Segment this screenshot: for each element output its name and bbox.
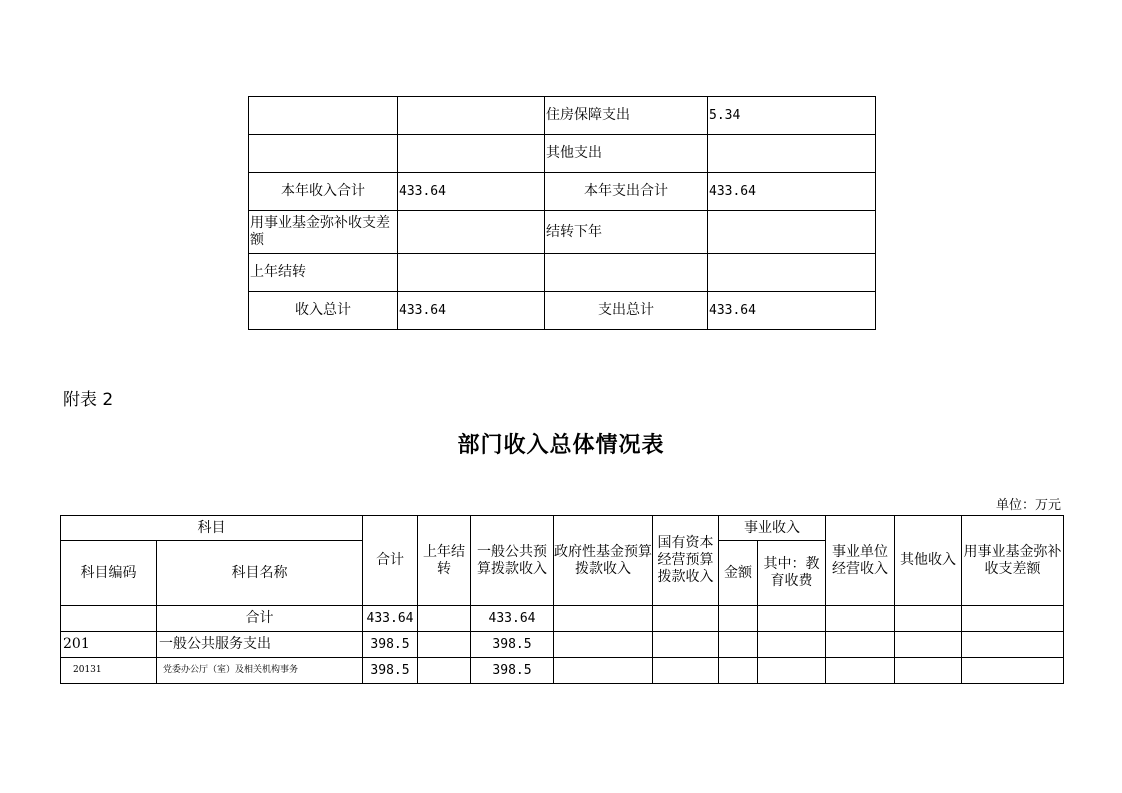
table-cell bbox=[826, 632, 895, 658]
summary-table-continued bbox=[248, 96, 876, 330]
table-row bbox=[249, 254, 876, 292]
header-state-capital: 国有资本经营预算拨款收入 bbox=[653, 516, 719, 606]
table-cell: 结转下年 bbox=[545, 211, 708, 254]
table-cell: 用事业基金弥补收支差额 bbox=[249, 211, 398, 254]
table-cell: 433.64 bbox=[708, 292, 876, 330]
table-cell bbox=[418, 632, 471, 658]
table-cell bbox=[895, 658, 962, 684]
table-cell bbox=[653, 606, 719, 632]
table-cell bbox=[653, 658, 719, 684]
table-row bbox=[61, 632, 1064, 658]
table-cell: 合计 bbox=[157, 606, 363, 632]
table-cell: 本年收入合计 bbox=[249, 173, 398, 211]
income-table bbox=[60, 515, 1064, 684]
table-row bbox=[61, 658, 1064, 684]
table-cell: 住房保障支出 bbox=[545, 97, 708, 135]
appendix-label: 附表 2 bbox=[63, 390, 114, 410]
table-cell bbox=[545, 254, 708, 292]
table-cell: 5.34 bbox=[708, 97, 876, 135]
table-cell: 上年结转 bbox=[249, 254, 398, 292]
table-cell bbox=[895, 632, 962, 658]
table-cell: 398.5 bbox=[363, 658, 418, 684]
header-subject: 科目 bbox=[61, 516, 363, 541]
table-cell bbox=[758, 658, 826, 684]
table-cell bbox=[962, 632, 1064, 658]
table-cell bbox=[398, 254, 545, 292]
table-cell bbox=[398, 135, 545, 173]
table-cell: 本年支出合计 bbox=[545, 173, 708, 211]
table-header-row bbox=[61, 516, 1064, 541]
table-cell bbox=[398, 97, 545, 135]
table-row bbox=[249, 211, 876, 254]
header-of-which-education: 其中：教育收费 bbox=[758, 541, 826, 606]
table-cell bbox=[554, 632, 653, 658]
table-cell: 支出总计 bbox=[545, 292, 708, 330]
table-cell: 一般公共服务支出 bbox=[157, 632, 363, 658]
table-row bbox=[249, 97, 876, 135]
header-other-income: 其他收入 bbox=[895, 516, 962, 606]
table-cell bbox=[418, 606, 471, 632]
table-row bbox=[249, 292, 876, 330]
header-amount: 金额 bbox=[719, 541, 758, 606]
table-cell: 433.64 bbox=[708, 173, 876, 211]
table-cell: 398.5 bbox=[471, 658, 554, 684]
table-cell bbox=[962, 658, 1064, 684]
table-cell: 201 bbox=[61, 632, 157, 658]
table-cell bbox=[653, 632, 719, 658]
table-cell bbox=[249, 135, 398, 173]
table-cell bbox=[418, 658, 471, 684]
header-subject-code: 科目编码 bbox=[61, 541, 157, 606]
table-cell: 收入总计 bbox=[249, 292, 398, 330]
table-row bbox=[249, 173, 876, 211]
table-cell bbox=[719, 632, 758, 658]
table-cell bbox=[708, 135, 876, 173]
table-cell bbox=[554, 606, 653, 632]
table-cell: 433.64 bbox=[398, 292, 545, 330]
header-fund-offset: 用事业基金弥补收支差额 bbox=[962, 516, 1064, 606]
table-cell bbox=[719, 606, 758, 632]
table-cell bbox=[962, 606, 1064, 632]
table-cell: 398.5 bbox=[363, 632, 418, 658]
unit-label: 单位：万元 bbox=[995, 498, 1061, 513]
header-total: 合计 bbox=[363, 516, 418, 606]
header-general-budget: 一般公共预算拨款收入 bbox=[471, 516, 554, 606]
header-business-income: 事业收入 bbox=[719, 516, 826, 541]
table-cell bbox=[826, 658, 895, 684]
table-cell bbox=[249, 97, 398, 135]
table-cell bbox=[708, 211, 876, 254]
table-cell bbox=[554, 658, 653, 684]
table-cell bbox=[61, 606, 157, 632]
table-cell: 433.64 bbox=[398, 173, 545, 211]
table-cell bbox=[708, 254, 876, 292]
header-prior-year-carryover: 上年结转 bbox=[418, 516, 471, 606]
table-row bbox=[61, 606, 1064, 632]
header-gov-fund: 政府性基金预算拨款收入 bbox=[554, 516, 653, 606]
table-cell: 其他支出 bbox=[545, 135, 708, 173]
header-subject-name: 科目名称 bbox=[157, 541, 363, 606]
table-cell: 398.5 bbox=[471, 632, 554, 658]
table-cell bbox=[398, 211, 545, 254]
table-cell bbox=[758, 632, 826, 658]
table-cell: 433.64 bbox=[471, 606, 554, 632]
report-title: 部门收入总体情况表 bbox=[457, 432, 665, 458]
table-row bbox=[249, 135, 876, 173]
table-cell bbox=[826, 606, 895, 632]
table-cell: 20131 bbox=[61, 658, 157, 684]
table-cell: 433.64 bbox=[363, 606, 418, 632]
table-cell bbox=[895, 606, 962, 632]
header-operating-income: 事业单位经营收入 bbox=[826, 516, 895, 606]
table-cell bbox=[758, 606, 826, 632]
table-cell: 党委办公厅（室）及相关机构事务 bbox=[157, 658, 363, 684]
table-cell bbox=[719, 658, 758, 684]
